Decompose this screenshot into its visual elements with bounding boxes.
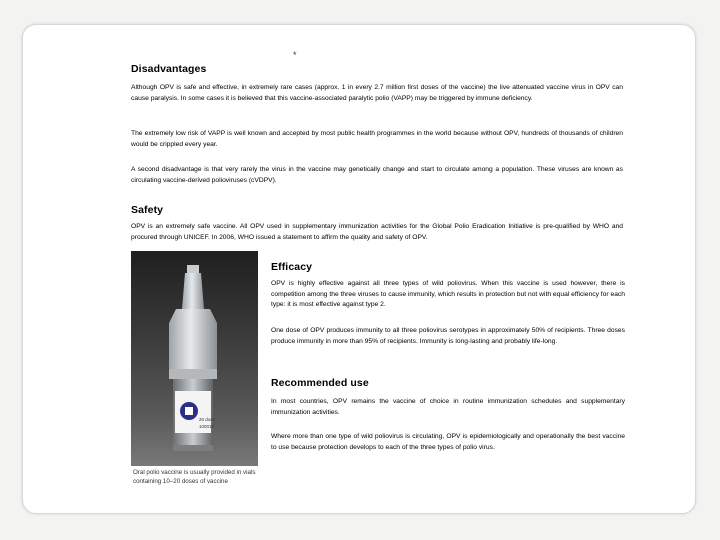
document-page bbox=[22, 24, 696, 514]
efficacy-paragraph-2: One dose of OPV produces immunity to all three poliovirus serotypes in approximately 50% of recipients. Three doses produce immunity in more than 95% of recipients. Immunity is long-lasting and probably life-long. bbox=[271, 327, 625, 345]
safety-heading: Safety bbox=[131, 204, 164, 216]
vaccine-vial-photo bbox=[131, 251, 258, 489]
page-mark: * bbox=[293, 50, 297, 60]
vial-dose-label: 20 dose bbox=[199, 417, 216, 422]
recommended-use-paragraph-1: In most countries, OPV remains the vaccine of choice in routine immunization schedules and supplementary immunization activities. bbox=[271, 398, 625, 416]
vial-illustration bbox=[131, 251, 258, 489]
disadvantages-paragraph-3: A second disadvantage is that very rarely the virus in the vaccine may genetically change and start to circulate among a population. These viruses are known as circulating vaccine-derived polioviruses (cVDPV). bbox=[131, 166, 623, 184]
disadvantages-heading: Disadvantages bbox=[131, 63, 207, 75]
photo-caption: Oral polio vaccine is usually provided in vials containing 10–20 doses of vaccine bbox=[131, 466, 258, 489]
safety-paragraph: OPV is an extremely safe vaccine. All OPV used in supplementary immunization activities for the Global Polio Eradication Initiative is pre-qualified by WHO and procured through UNICEF. In 2006, WHO issued a statement to affirm the quality and safety of OPV. bbox=[131, 223, 623, 241]
disadvantages-paragraph-1: Although OPV is safe and effective, in extremely rare cases (approx. 1 in every 2.7 million first doses of the vaccine) the live attenuated vaccine virus in OPV can cause paralysis. In some cases it is believed that this vaccine-associated paralytic polio (VAPP) may be triggered by immune deficiency. bbox=[131, 84, 623, 102]
disadvantages-paragraph-2: The extremely low risk of VAPP is well known and accepted by most public health programmes in the world because without OPV, hundreds of thousands of children would be crippled every year. bbox=[131, 130, 623, 148]
efficacy-heading: Efficacy bbox=[271, 261, 313, 273]
vial-lot-label: 100012 bbox=[199, 424, 215, 429]
recommended-use-paragraph-2: Where more than one type of wild poliovirus is circulating, OPV is epidemiologically and operationally the best vaccine to use because protection develops to each of the three types of polio virus. bbox=[271, 433, 625, 451]
efficacy-paragraph-1: OPV is highly effective against all three types of wild poliovirus. When this vaccine is used however, there is competition among the three viruses to cause immunity, which results in protection but not with equal efficiency for each type: it is most effective against type 2. bbox=[271, 280, 625, 308]
recommended-use-heading: Recommended use bbox=[271, 377, 369, 389]
